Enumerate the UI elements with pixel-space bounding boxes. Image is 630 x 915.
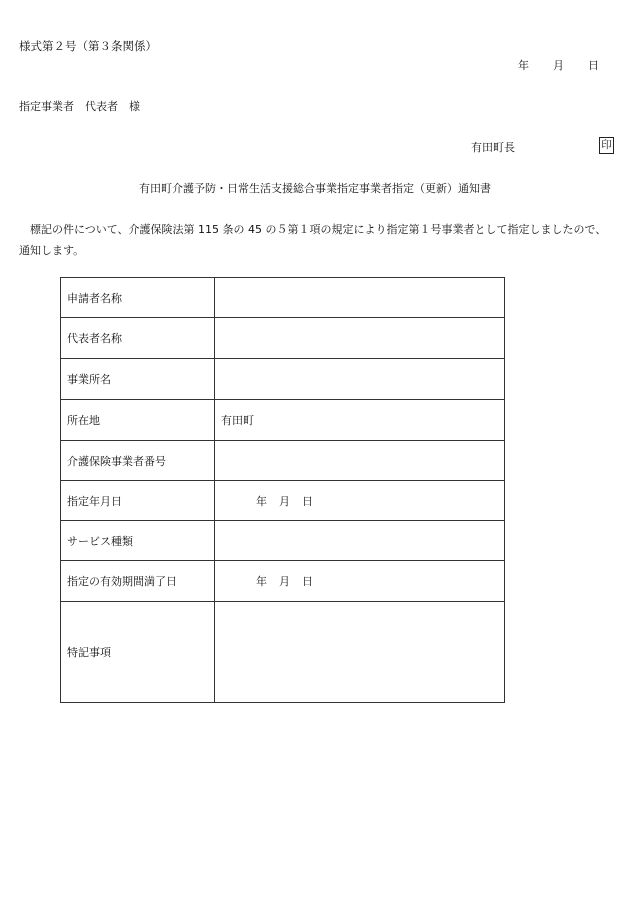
expiry-year-label: 年 (256, 575, 267, 588)
issue-date (518, 57, 599, 73)
details-table (60, 277, 505, 703)
row-value-designation-date (215, 481, 505, 521)
row-label-provider-number: 介護保険事業者番号 (61, 441, 215, 481)
row-value-expiry-date (215, 561, 505, 602)
table-row (61, 278, 505, 318)
document-title: 有田町介護予防・日常生活支援総合事業指定事業者指定（更新）通知書 (139, 182, 491, 195)
body-text: 標記の件について、介護保険法第 115 条の 45 の５第１項の規定により指定第１号事業者として指定しましたので、通知します。 (19, 223, 607, 257)
date-year-label: 年 (518, 59, 529, 72)
row-value-applicant (215, 278, 505, 318)
table-row (61, 400, 505, 441)
row-label-address: 所在地 (61, 400, 215, 441)
row-value-representative (215, 318, 505, 359)
table-row (61, 602, 505, 703)
row-label-representative: 代表者名称 (61, 318, 215, 359)
expiry-month-label: 月 (279, 575, 290, 588)
form-number: 様式第２号（第３条関係） (19, 39, 157, 53)
row-value-office (215, 359, 505, 400)
expiry-day-label: 日 (302, 575, 313, 588)
table-row (61, 441, 505, 481)
sender-name: 有田町長 (471, 141, 515, 154)
row-value-provider-number (215, 441, 505, 481)
row-label-designation-date: 指定年月日 (61, 481, 215, 521)
addressee-role: 指定事業者 (19, 100, 74, 113)
addressee-honorific: 様 (129, 100, 140, 113)
row-label-remarks: 特記事項 (61, 602, 215, 703)
row-label-service-type: サービス種類 (61, 521, 215, 561)
row-value-address: 有田町 (215, 400, 505, 441)
row-value-service-type (215, 521, 505, 561)
table-row (61, 359, 505, 400)
designation-month-label: 月 (279, 494, 290, 508)
designation-year-label: 年 (256, 494, 267, 508)
addressee (19, 98, 140, 114)
date-month-label: 月 (553, 59, 564, 72)
seal-stamp: 印 (599, 137, 614, 154)
table-row (61, 521, 505, 561)
designation-day-label: 日 (302, 494, 313, 508)
table-row (61, 318, 505, 359)
row-label-office: 事業所名 (61, 359, 215, 400)
table-row (61, 481, 505, 521)
row-label-applicant: 申請者名称 (61, 278, 215, 318)
addressee-rep: 代表者 (85, 100, 118, 113)
table-row (61, 561, 505, 602)
row-value-remarks (215, 602, 505, 703)
date-day-label: 日 (588, 59, 599, 72)
row-label-expiry-date: 指定の有効期間満了日 (61, 561, 215, 602)
